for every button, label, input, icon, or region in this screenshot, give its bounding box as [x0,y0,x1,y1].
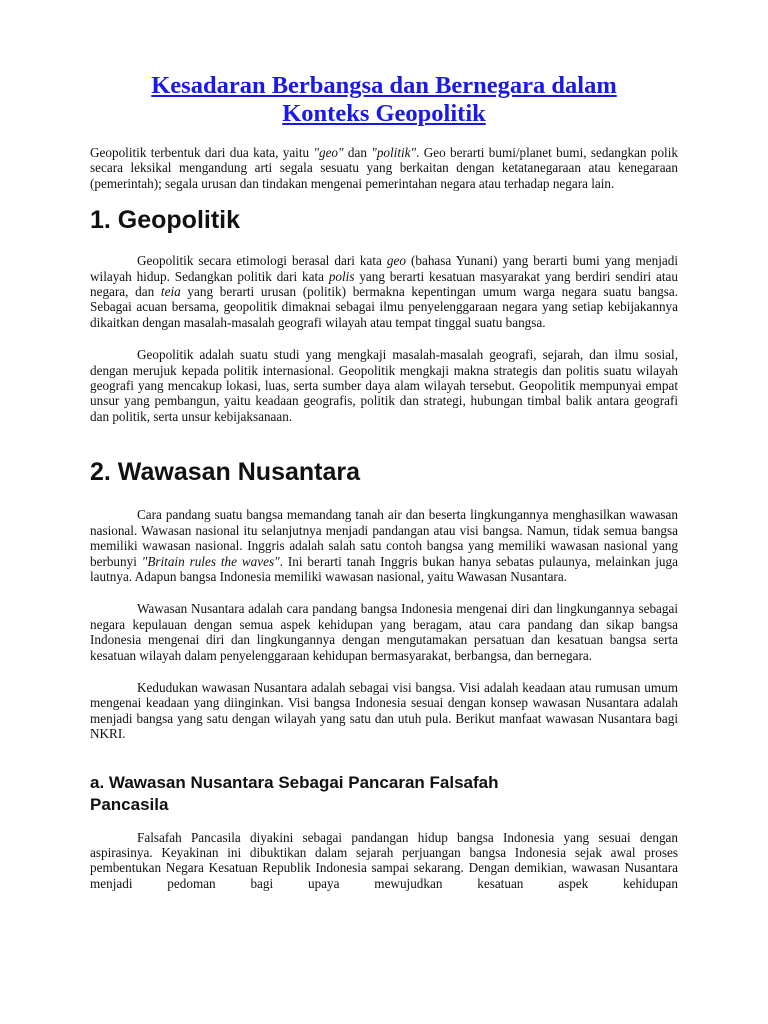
intro-paragraph: Geopolitik terbentuk dari dua kata, yaitu "geo" dan "politik". Geo berarti bumi/planet bumi, sedangkan polik secara leksikal mengandung arti segala sesuatu yang berkaitan dengan ketatanegaraan atau kenegaraan (pemerintah); segala urusan dan tindakan mengenai pemerintahan negara atau terhadap negara lain. [90,145,678,191]
wawasan-paragraph-2: Wawasan Nusantara adalah cara pandang bangsa Indonesia mengenai diri dan lingkungannya sebagai negara kepulauan dengan semua aspek kehidupan yang beragam, atau cara pandang dan sikap bangsa Indonesia mengenai diri dan lingkungannya dengan mengutamakan persatuan dan kesatuan bangsa serta kesatuan wilayah dalam penyelenggaraan kehidupan bermasyarakat, berbangsa, dan bernegara. [90,601,678,663]
subsection-a-line-2: Pancasila [90,794,169,814]
term-geo-italic: geo [386,253,406,269]
wawasan-paragraph-3: Kedudukan wawasan Nusantara adalah sebagai visi bangsa. Visi adalah keadaan atau rumusan umum mengenai keadaan yang diinginkan. Visi bangsa Indonesia sesuai dengan konsep wawasan Nusantara adalah menjadi bangsa yang satu dengan wilayah yang satu dan utuh pula. Berikut manfaat wawasan Nusantara bagi NKRI. [90,679,678,742]
document-page [90,0,678,891]
term-geo: "geo" [313,145,344,160]
wawasan-paragraph-1: Cara pandang suatu bangsa memandang tanah air dan beserta lingkungannya menghasilkan wawasan nasional. Wawasan nasional itu selanjutnya menjadi pandangan atau visi bangsa. Namun, tidak semua bangsa memiliki wawasan nasional. Inggris adalah salah satu contoh bangsa yang memiliki wawasan nasional yang berbunyi "Britain rules the waves". Ini berarti tanah Inggris bukan hanya sebatas pulaunya, melainkan juga lautnya. Adapun bangsa Indonesia memiliki wawasan nasional, yaitu Wawasan Nusantara. [90,507,678,584]
term-politik: "politik" [371,145,417,160]
subsection-a-line-1: a. Wawasan Nusantara Sebagai Pancaran Falsafah [90,772,499,792]
heading-subsection-a [90,772,678,816]
heading-wawasan-nusantara: 2. Wawasan Nusantara [90,458,361,487]
title-line-2[interactable]: Konteks Geopolitik [282,100,486,127]
term-polis: polis [328,268,355,284]
quote-britain: "Britain rules the waves" [141,553,280,569]
geopolitik-paragraph-2: Geopolitik adalah suatu studi yang mengkaji masalah-masalah geografi, sejarah, dan ilmu sosial, dengan merujuk kepada politik internasional. Geopolitik mengkaji makna strategis dan politis suatu wilayah geografi yang mencakup lokasi, luas, serta sumber daya alam wilayah tersebut. Geopolitik mempunyai empat unsur yang pembangun, yaitu keadaan geografis, politik dan strategi, hubungan timbal balik antara geografi dan politik, serta unsur kebijaksanaan. [90,347,678,424]
subsection-a-paragraph-1: Falsafah Pancasila diyakini sebagai pandangan hidup bangsa Indonesia yang sesuai dengan aspirasinya. Keyakinan ini dibuktikan dalam sejarah perjuangan bangsa Indonesia sejak awal proses pembentukan Negara Kesatuan Republik Indonesia sampai sekarang. Dengan demikian, wawasan Nusantara menjadi pedoman bagi upaya mewujudkan kesatuan aspek kehidupan [90,829,678,891]
title-line-1[interactable]: Kesadaran Berbangsa dan Bernegara dalam [151,72,617,99]
term-teia: teia [160,284,181,300]
geopolitik-paragraph-1: Geopolitik secara etimologi berasal dari kata geo (bahasa Yunani) yang berarti bumi yang menjadi wilayah hidup. Sedangkan politik dari kata polis yang berarti kesatuan masyarakat yang berdiri sendiri atau negara, dan teia yang berarti urusan (politik) bermakna kepentingan umum warga negara suatu bangsa. Sebagai acuan bersama, geopolitik dimaknai sebagai ilmu penyelenggaraan negara yang setiap kebijakannya dikaitkan dengan masalah-masalah geografi wilayah atau tempat tinggal suatu bangsa. [90,253,679,330]
document-title[interactable] [90,72,678,128]
heading-geopolitik: 1. Geopolitik [90,206,241,235]
